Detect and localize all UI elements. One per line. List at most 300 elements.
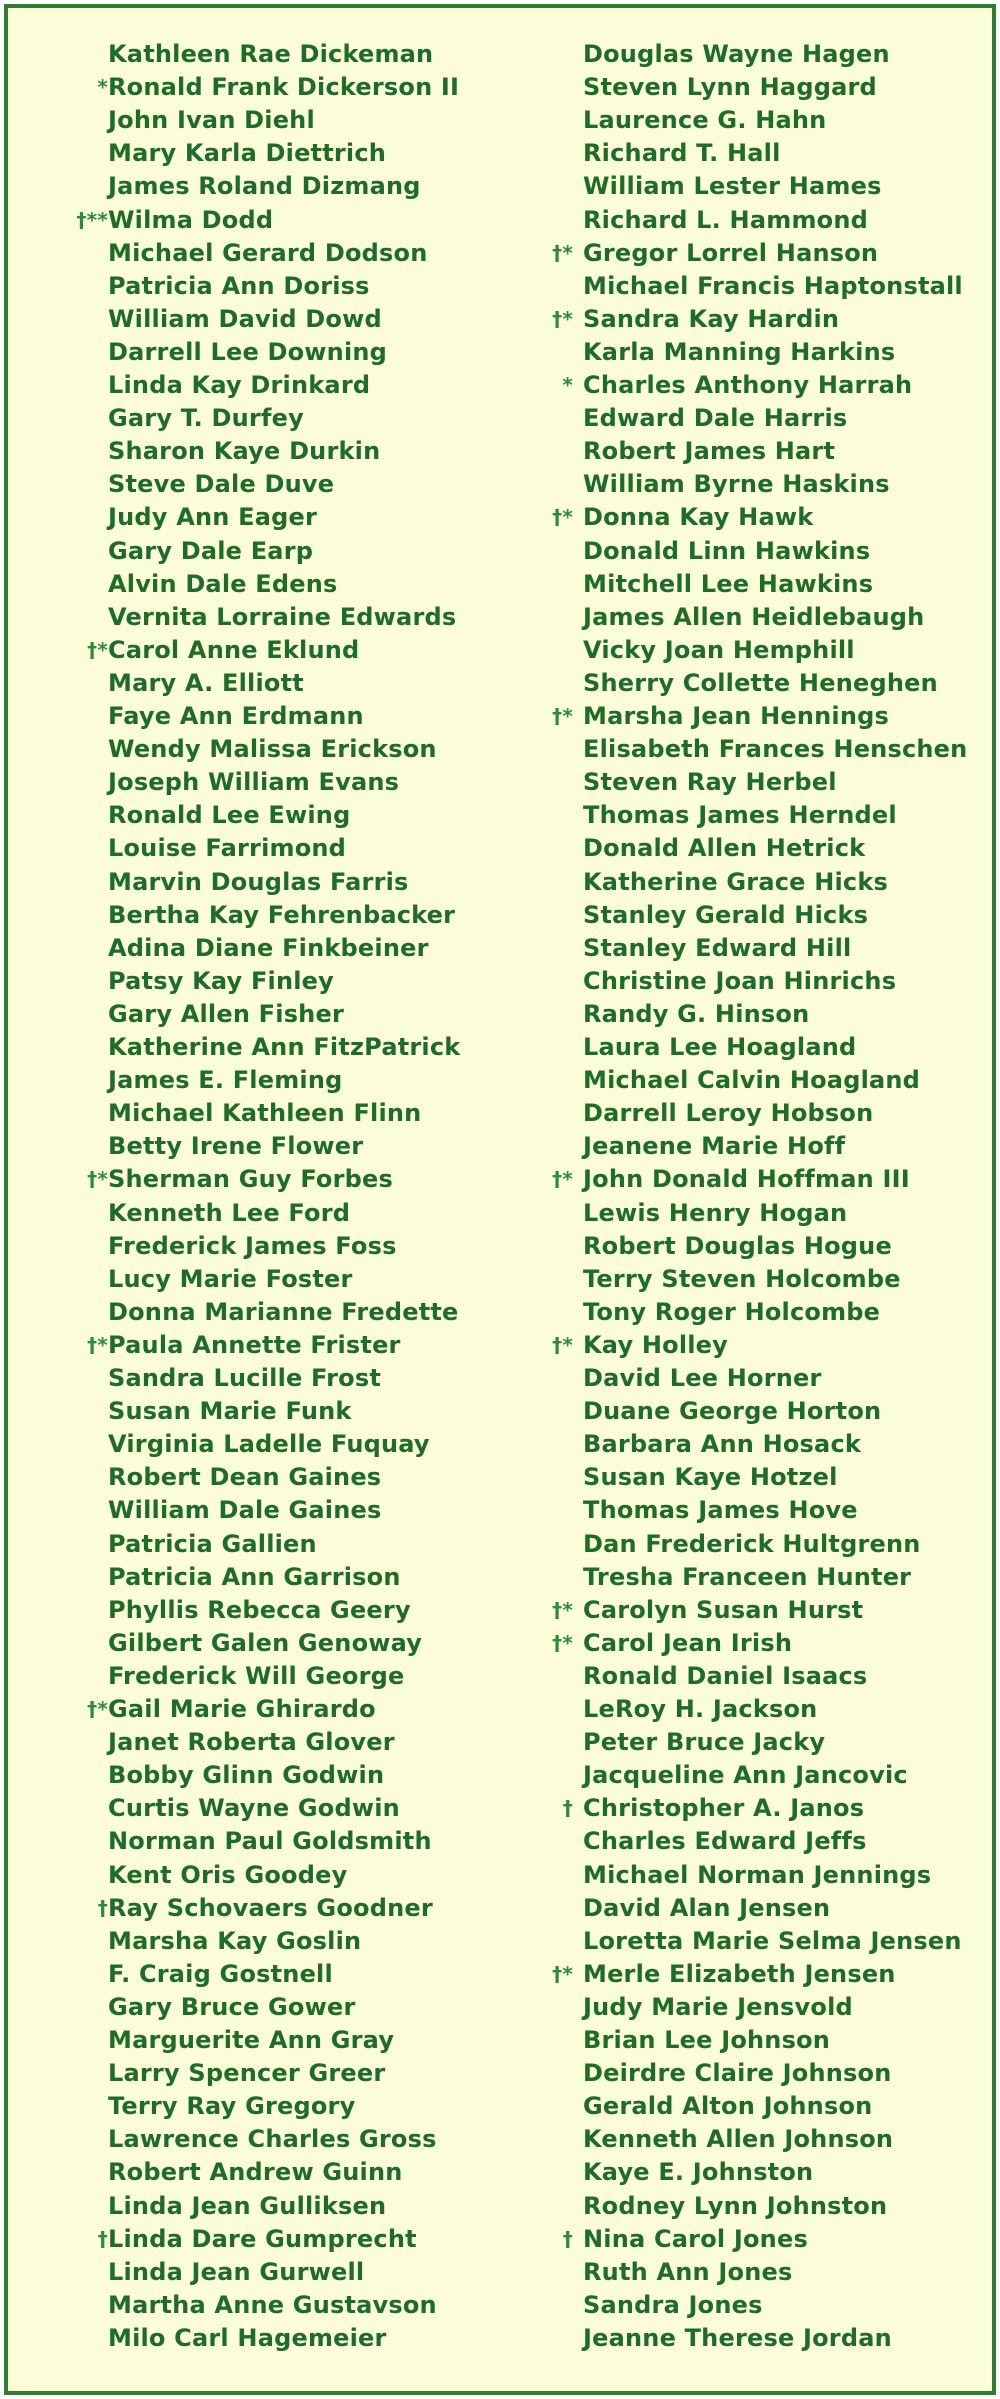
entry-marker: †* (552, 1332, 573, 1357)
entry-marker: †* (552, 240, 573, 265)
entry-name: Christine Joan Hinrichs (583, 966, 897, 995)
name-entry (503, 932, 992, 965)
name-entry (503, 766, 992, 799)
entry-name: Darrell Lee Downing (108, 337, 388, 366)
name-entry (503, 104, 992, 137)
name-entry (8, 1859, 503, 1892)
name-entry (8, 1958, 503, 1991)
entry-name: Ronald Daniel Isaacs (583, 1661, 868, 1690)
name-entry (8, 369, 503, 402)
entry-name: Judy Ann Eager (108, 503, 317, 532)
entry-name: Douglas Wayne Hagen (583, 40, 890, 68)
name-entry (503, 832, 992, 865)
entry-name: Carolyn Susan Hurst (583, 1595, 864, 1624)
entry-marker: †** (76, 207, 108, 232)
entry-marker: †* (87, 1167, 108, 1192)
entry-name: F. Craig Gostnell (108, 1959, 333, 1988)
entry-name: Merle Elizabeth Jensen (583, 1959, 896, 1988)
entry-name: Steve Dale Duve (108, 470, 335, 499)
entry-name: Kaye E. Johnston (583, 2158, 814, 2187)
entry-name: Karla Manning Harkins (583, 337, 896, 366)
entry-name: Edward Dale Harris (583, 404, 848, 433)
name-entry (8, 1428, 503, 1461)
name-entry (8, 766, 503, 799)
name-entry (8, 1362, 503, 1395)
entry-name: Frederick Will George (108, 1661, 405, 1690)
name-entry (8, 1528, 503, 1561)
name-entry (503, 1825, 992, 1858)
name-entry (503, 1461, 992, 1494)
entry-name: LeRoy H. Jackson (583, 1695, 818, 1723)
name-entry (503, 1163, 992, 1196)
name-entry (8, 170, 503, 203)
entry-name: William Lester Hames (583, 172, 882, 201)
entry-marker: † (97, 2226, 108, 2251)
name-entry (503, 568, 992, 601)
entry-name: Tresha Franceen Hunter (583, 1562, 912, 1591)
entry-name: Richard L. Hammond (583, 205, 869, 234)
entry-name: Robert Andrew Guinn (108, 2158, 403, 2187)
entry-name: Robert James Hart (583, 437, 836, 466)
entry-name: Deirdre Claire Johnson (583, 2059, 892, 2088)
name-entry (503, 2223, 992, 2256)
entry-marker: †* (552, 1961, 573, 1986)
entry-name: Gail Marie Ghirardo (108, 1695, 376, 1723)
entry-name: Ruth Ann Jones (583, 2257, 793, 2286)
entry-name: Sherman Guy Forbes (108, 1165, 394, 1194)
name-entry (8, 1693, 503, 1726)
name-entry (8, 468, 503, 501)
name-entry (8, 998, 503, 1031)
name-entry (503, 2090, 992, 2123)
name-entry (503, 2256, 992, 2289)
name-entry (8, 104, 503, 137)
name-entry (8, 535, 503, 568)
entry-name: Christopher A. Janos (583, 1794, 865, 1823)
entry-name: Loretta Marie Selma Jensen (583, 1926, 962, 1955)
name-entry (503, 1528, 992, 1561)
entry-name: Vicky Joan Hemphill (583, 635, 855, 664)
name-entry (503, 1925, 992, 1958)
entry-name: Kenneth Lee Ford (108, 1198, 351, 1227)
entry-name: Linda Jean Gurwell (108, 2257, 365, 2286)
name-entry (503, 71, 992, 104)
entry-name: Thomas James Herndel (583, 801, 897, 830)
name-entry (503, 965, 992, 998)
entry-name: Vernita Lorraine Edwards (108, 602, 457, 631)
name-entry (8, 932, 503, 965)
entry-name: Marsha Kay Goslin (108, 1926, 362, 1955)
name-entry (8, 1130, 503, 1163)
entry-name: Curtis Wayne Godwin (108, 1794, 400, 1823)
entry-name: Gary Allen Fisher (108, 999, 344, 1028)
name-entry (503, 535, 992, 568)
entry-name: Stanley Gerald Hicks (583, 900, 869, 929)
entry-name: Gilbert Galen Genoway (108, 1628, 423, 1657)
name-list-page (4, 4, 996, 2395)
name-entry (503, 204, 992, 237)
entry-name: Faye Ann Erdmann (108, 702, 364, 730)
name-entry (503, 468, 992, 501)
entry-marker: † (562, 2226, 573, 2251)
name-entry (503, 1594, 992, 1627)
entry-name: Bertha Kay Fehrenbacker (108, 900, 456, 929)
name-entry (503, 501, 992, 534)
name-entry (8, 2123, 503, 2156)
name-entry (503, 1130, 992, 1163)
entry-name: Milo Carl Hagemeier (108, 2323, 387, 2352)
name-entry (8, 435, 503, 468)
name-entry (8, 1163, 503, 1196)
entry-marker: †* (552, 306, 573, 331)
name-entry (503, 1329, 992, 1362)
name-entry (8, 2057, 503, 2090)
entry-name: Michael Calvin Hoagland (583, 1066, 921, 1095)
entry-name: Katherine Ann FitzPatrick (108, 1033, 461, 1061)
entry-name: John Ivan Diehl (108, 106, 315, 135)
name-entry (503, 634, 992, 667)
name-entry (8, 1991, 503, 2024)
name-entry (8, 667, 503, 700)
name-entry (8, 866, 503, 899)
entry-name: Tony Roger Holcombe (583, 1297, 881, 1326)
entry-name: Michael Kathleen Flinn (108, 1099, 422, 1128)
name-entry (8, 137, 503, 170)
entry-name: Donna Kay Hawk (583, 503, 814, 532)
entry-name: John Donald Hoffman III (583, 1165, 910, 1194)
entry-marker: * (97, 75, 108, 100)
entry-name: Terry Steven Holcombe (583, 1264, 901, 1293)
name-entry (503, 2289, 992, 2322)
name-entry (8, 270, 503, 303)
name-entry (8, 336, 503, 369)
entry-name: Sandra Jones (583, 2290, 763, 2319)
entry-marker: †* (87, 637, 108, 662)
entry-marker: † (562, 1796, 573, 1821)
entry-name: Frederick James Foss (108, 1231, 397, 1260)
entry-name: Brian Lee Johnson (583, 2026, 831, 2054)
entry-name: Mitchell Lee Hawkins (583, 569, 874, 598)
name-entry (503, 38, 992, 71)
entry-name: Linda Jean Gulliksen (108, 2191, 387, 2220)
name-entry (8, 1064, 503, 1097)
name-entry (503, 2190, 992, 2223)
entry-name: Wilma Dodd (108, 205, 274, 234)
entry-name: Peter Bruce Jacky (583, 1728, 826, 1757)
entry-name: Charles Edward Jeffs (583, 1827, 867, 1856)
name-entry (8, 2190, 503, 2223)
name-entry (8, 1494, 503, 1527)
entry-name: David Alan Jensen (583, 1893, 831, 1922)
entry-name: Paula Annette Frister (108, 1330, 401, 1359)
name-entry (8, 1726, 503, 1759)
name-entry (8, 1594, 503, 1627)
entry-name: Donna Marianne Fredette (108, 1297, 459, 1326)
entry-name: Norman Paul Goldsmith (108, 1827, 432, 1856)
entry-name: Charles Anthony Harrah (583, 371, 913, 399)
name-entry (8, 1825, 503, 1858)
entry-name: Michael Norman Jennings (583, 1860, 932, 1889)
name-entry (8, 237, 503, 270)
entry-marker: †* (87, 1697, 108, 1721)
name-entry (503, 270, 992, 303)
entry-name: Robert Dean Gaines (108, 1463, 382, 1492)
name-entry (503, 601, 992, 634)
name-entry (503, 1097, 992, 1130)
entry-name: Nina Carol Jones (583, 2224, 808, 2253)
entry-name: Randy G. Hinson (583, 999, 810, 1028)
entry-name: Betty Irene Flower (108, 1132, 364, 1161)
name-entry (8, 204, 503, 237)
name-entry (8, 1031, 503, 1064)
name-entry (8, 38, 503, 71)
name-entry (8, 1097, 503, 1130)
entry-name: Janet Roberta Glover (108, 1728, 395, 1757)
name-entry (8, 1296, 503, 1329)
name-entry (503, 2322, 992, 2355)
entry-name: Donald Allen Hetrick (583, 834, 866, 863)
name-entry (503, 1660, 992, 1693)
name-entry (8, 71, 503, 104)
entry-name: Susan Kaye Hotzel (583, 1463, 838, 1492)
name-entry (8, 832, 503, 865)
entry-marker: †* (87, 1332, 108, 1357)
name-entry (503, 170, 992, 203)
entry-marker: † (97, 1895, 108, 1920)
name-entry (8, 1461, 503, 1494)
entry-marker: †* (552, 1630, 573, 1655)
name-entry (503, 369, 992, 402)
name-entry (503, 1395, 992, 1428)
entry-name: Laura Lee Hoagland (583, 1033, 857, 1061)
entry-name: Laurence G. Hahn (583, 106, 827, 135)
name-entry (503, 1792, 992, 1825)
entry-name: Elisabeth Frances Henschen (583, 735, 968, 764)
name-entry (8, 2256, 503, 2289)
name-entry (503, 2057, 992, 2090)
entry-name: Steven Lynn Haggard (583, 73, 877, 102)
name-entry (8, 1892, 503, 1925)
entry-name: Ronald Frank Dickerson II (108, 73, 460, 102)
name-entry (8, 501, 503, 534)
name-entry (503, 137, 992, 170)
name-entry (8, 700, 503, 733)
name-entry (8, 634, 503, 667)
entry-name: Marsha Jean Hennings (583, 702, 889, 730)
entry-name: Linda Dare Gumprecht (108, 2224, 417, 2253)
name-entry (8, 799, 503, 832)
name-entry (8, 402, 503, 435)
name-entry (503, 336, 992, 369)
name-entry (8, 2156, 503, 2189)
name-entry (503, 1991, 992, 2024)
entry-name: Joseph William Evans (108, 768, 400, 797)
name-entry (503, 237, 992, 270)
entry-name: Wendy Malissa Erickson (108, 735, 437, 764)
entry-marker: †* (552, 1597, 573, 1622)
name-entry (503, 1892, 992, 1925)
entry-name: Sandra Kay Hardin (583, 304, 840, 333)
entry-name: Virginia Ladelle Fuquay (108, 1430, 430, 1459)
name-entry (503, 899, 992, 932)
name-entry (503, 866, 992, 899)
entry-name: Jacqueline Ann Jancovic (583, 1761, 908, 1790)
entry-name: Stanley Edward Hill (583, 933, 852, 962)
name-entry (8, 965, 503, 998)
name-entry (8, 733, 503, 766)
entry-name: Robert Douglas Hogue (583, 1231, 892, 1260)
entry-name: James Roland Dizmang (108, 172, 421, 201)
entry-name: Martha Anne Gustavson (108, 2290, 437, 2319)
entry-name: Duane George Horton (583, 1397, 882, 1426)
name-entry (503, 1627, 992, 1660)
entry-name: Patricia Ann Garrison (108, 1562, 401, 1591)
entry-name: Gregor Lorrel Hanson (583, 238, 879, 267)
name-entry (8, 1395, 503, 1428)
name-entry (503, 1494, 992, 1527)
entry-name: Donald Linn Hawkins (583, 536, 871, 565)
name-entry (8, 2024, 503, 2057)
entry-name: Marguerite Ann Gray (108, 2026, 395, 2054)
name-entry (503, 2156, 992, 2189)
name-entry (503, 1296, 992, 1329)
name-entry (8, 2289, 503, 2322)
name-entry (503, 435, 992, 468)
name-entry (8, 2090, 503, 2123)
entry-name: Sharon Kaye Durkin (108, 437, 381, 466)
entry-name: Steven Ray Herbel (583, 768, 837, 797)
name-entry (503, 799, 992, 832)
name-entry (503, 1693, 992, 1726)
name-entry (8, 568, 503, 601)
entry-name: Gerald Alton Johnson (583, 2092, 873, 2121)
entry-name: Gary Dale Earp (108, 536, 314, 565)
entry-name: Dan Frederick Hultgrenn (583, 1529, 921, 1558)
name-entry (503, 1230, 992, 1263)
entry-name: James E. Fleming (108, 1066, 343, 1095)
name-entry (8, 899, 503, 932)
entry-name: Darrell Leroy Hobson (583, 1099, 874, 1128)
entry-marker: †* (552, 1167, 573, 1192)
name-entry (503, 1362, 992, 1395)
entry-name: Mary Karla Diettrich (108, 139, 387, 168)
name-entry (8, 2223, 503, 2256)
entry-name: Thomas James Hove (583, 1496, 858, 1525)
name-entry (503, 1759, 992, 1792)
entry-name: Katherine Grace Hicks (583, 867, 888, 896)
entry-name: Ray Schovaers Goodner (108, 1893, 433, 1922)
name-entry (503, 1561, 992, 1594)
entry-name: Larry Spencer Greer (108, 2059, 386, 2088)
entry-name: Lewis Henry Hogan (583, 1198, 848, 1227)
entry-name: Carol Anne Eklund (108, 635, 360, 664)
entry-name: David Lee Horner (583, 1364, 822, 1392)
entry-name: Patsy Kay Finley (108, 966, 335, 995)
entry-name: Kenneth Allen Johnson (583, 2125, 894, 2154)
entry-name: James Allen Heidlebaugh (583, 602, 925, 631)
entry-name: Sherry Collette Heneghen (583, 668, 938, 697)
name-entry (503, 1031, 992, 1064)
name-entry (503, 1064, 992, 1097)
entry-name: Linda Kay Drinkard (108, 371, 371, 399)
name-entry (503, 1859, 992, 1892)
name-entry (503, 733, 992, 766)
name-entry (503, 667, 992, 700)
entry-name: Lawrence Charles Gross (108, 2125, 437, 2154)
entry-name: Bobby Glinn Godwin (108, 1761, 385, 1790)
entry-name: Terry Ray Gregory (108, 2092, 356, 2121)
name-entry (8, 1329, 503, 1362)
entry-name: Patricia Gallien (108, 1529, 317, 1558)
name-entry (8, 601, 503, 634)
entry-marker: †* (552, 704, 573, 728)
name-entry (503, 998, 992, 1031)
entry-name: William Dale Gaines (108, 1496, 382, 1525)
entry-name: Richard T. Hall (583, 139, 781, 168)
entry-name: Rodney Lynn Johnston (583, 2191, 888, 2220)
entry-name: Lucy Marie Foster (108, 1264, 353, 1293)
name-entry (503, 700, 992, 733)
entry-name: Carol Jean Irish (583, 1628, 793, 1657)
entry-name: Marvin Douglas Farris (108, 867, 409, 896)
entry-name: William David Dowd (108, 304, 382, 333)
name-entry (503, 2024, 992, 2057)
name-entry (8, 1561, 503, 1594)
entry-marker: †* (552, 505, 573, 530)
name-entry (8, 1759, 503, 1792)
entry-name: Phyllis Rebecca Geery (108, 1595, 411, 1624)
entry-name: Kent Oris Goodey (108, 1860, 348, 1889)
name-entry (8, 303, 503, 336)
entry-name: Patricia Ann Doriss (108, 271, 370, 300)
entry-name: Judy Marie Jensvold (583, 1992, 853, 2021)
entry-name: Susan Marie Funk (108, 1397, 352, 1426)
name-entry (8, 1230, 503, 1263)
name-entry (8, 1197, 503, 1230)
name-entry (503, 402, 992, 435)
name-entry (8, 1925, 503, 1958)
entry-name: Alvin Dale Edens (108, 569, 338, 598)
entry-name: Mary A. Elliott (108, 668, 304, 697)
name-entry (503, 303, 992, 336)
entry-name: Jeanne Therese Jordan (583, 2323, 892, 2352)
entry-name: Kathleen Rae Dickeman (108, 40, 434, 68)
name-entry (503, 1428, 992, 1461)
name-entry (8, 2322, 503, 2355)
entry-name: Kay Holley (583, 1330, 729, 1359)
entry-marker: * (562, 373, 573, 397)
name-entry (503, 1958, 992, 1991)
entry-name: William Byrne Haskins (583, 470, 890, 499)
entry-name: Gary T. Durfey (108, 404, 304, 433)
name-entry (503, 1726, 992, 1759)
name-entry (503, 1263, 992, 1296)
name-entry (503, 2123, 992, 2156)
entry-name: Jeanene Marie Hoff (583, 1132, 846, 1161)
name-entry (8, 1792, 503, 1825)
entry-name: Louise Farrimond (108, 834, 347, 863)
entry-name: Barbara Ann Hosack (583, 1430, 862, 1459)
entry-name: Ronald Lee Ewing (108, 801, 351, 830)
name-entry (503, 1197, 992, 1230)
name-entry (8, 1660, 503, 1693)
entry-name: Sandra Lucille Frost (108, 1364, 381, 1392)
name-entry (8, 1263, 503, 1296)
entry-name: Michael Francis Haptonstall (583, 271, 963, 300)
entry-name: Adina Diane Finkbeiner (108, 933, 429, 962)
entry-name: Michael Gerard Dodson (108, 238, 428, 267)
entry-name: Gary Bruce Gower (108, 1992, 356, 2021)
